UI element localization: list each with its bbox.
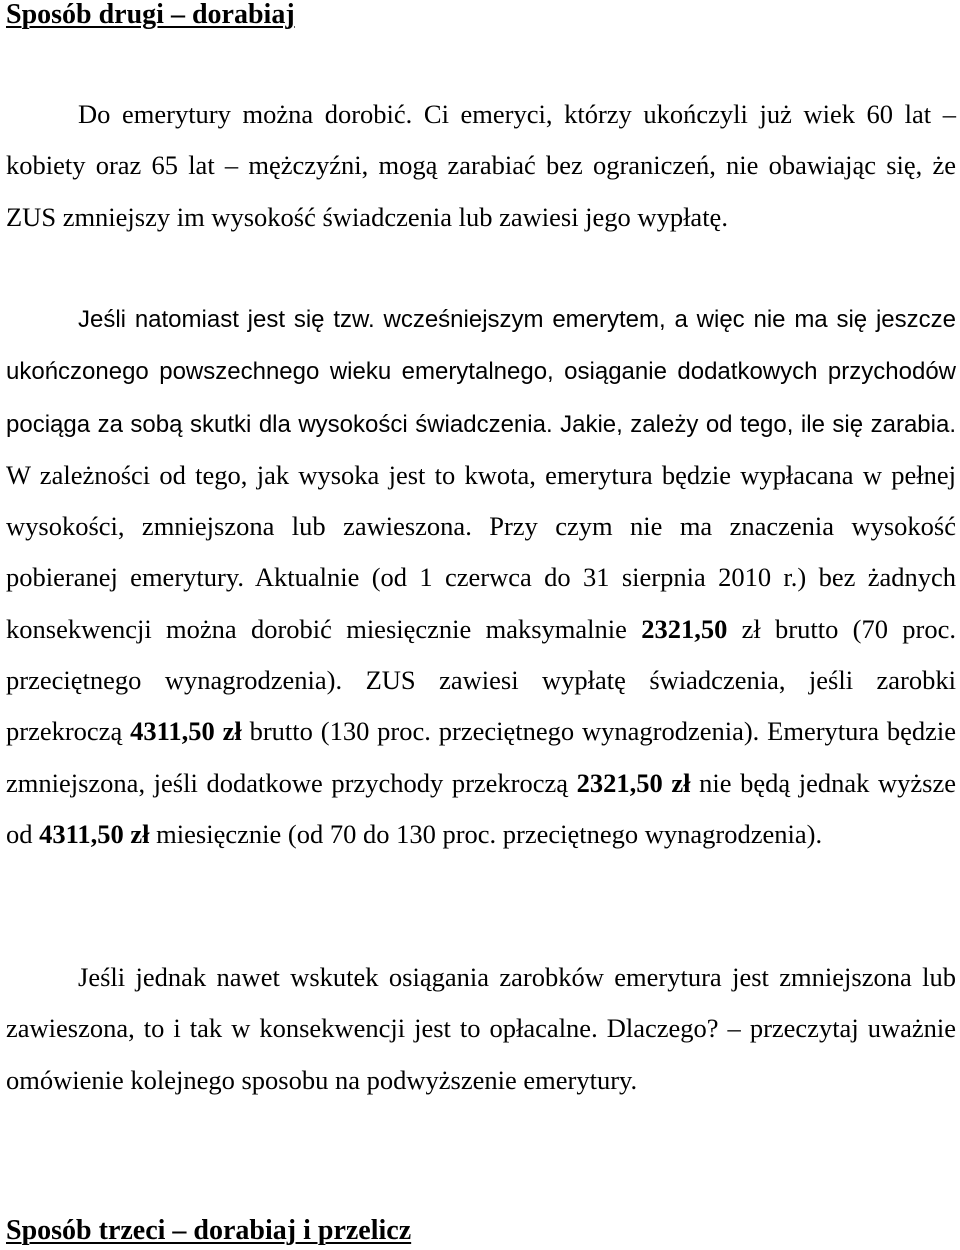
paragraph-text-sans: Jeśli natomiast jest się tzw. wcześniejszym emerytem, a więc nie ma się jeszcze ukończonego powszechnego wieku emerytalnego, osiąganie dodatkowych przychodów pociąga za sobą skutki dla wysokości świadczenia. Jakie, zależy od tego, ile się zarabia. (6, 306, 956, 438)
paragraph-text: miesięcznie (od 70 do 130 proc. przeciętnego wynagrodzenia). (149, 818, 823, 849)
paragraph-text: zł brutto (70 proc. przeciętnego wynagrodzenia). ZUS zawiesi wypłatę świadczenia, jeśli zarobki przekroczą (6, 613, 957, 747)
paragraph-text: Do emerytury można dorobić. Ci emeryci, którzy ukończyli już wiek 60 lat – kobiety oraz 65 lat – mężczyźni, mogą zarabiać bez ograniczeń, nie obawiając się, że ZUS zmniejszy im wysokość świadczenia lub zawiesi jego wypłatę. (6, 99, 956, 232)
paragraph-text: Jeśli jednak nawet wskutek osiągania zarobków emerytura jest zmniejszona lub zawieszona, to i tak w konsekwencji jest to opłacalne. Dlaczego? – przeczytaj uważnie omówienie kolejnego sposobu na podwyższenie emerytury. (6, 962, 956, 1095)
amount-limit-70: 2321,50 (641, 613, 728, 644)
paragraph-text: W zależności od tego, jak wysoka jest to kwota, emerytura będzie wypłacana w pełnej wysokości, zmniejszona lub zawieszona. Przy czym nie ma znaczenia wysokość pobieranej emerytury. Aktualnie (od 1 czerwca do 31 sierpnia 2010 r.) bez żadnych konsekwencji można dorobić miesięcznie maksymalnie (6, 459, 956, 644)
paragraph-oplacalnosc (6, 952, 956, 1106)
paragraph-text: brutto (130 proc. przeciętnego wynagrodzenia). Emerytura będzie zmniejszona, jeśli dodatkowe przychody przekroczą (6, 716, 956, 798)
amount-limit-130: 4311,50 zł (130, 716, 242, 747)
section-heading-sposob-drugi: Sposób drugi – dorabiaj (6, 0, 295, 30)
paragraph-wczesniejszy-emeryt (6, 293, 956, 860)
amount-limit-70: 2321,50 zł (576, 767, 691, 798)
paragraph-dorabianie (6, 89, 956, 243)
amount-limit-130: 4311,50 zł (39, 818, 150, 849)
paragraph-text: nie będą jednak wyższe od (6, 767, 956, 849)
section-heading-sposob-trzeci: Sposób trzeci – dorabiaj i przelicz (6, 1215, 412, 1246)
